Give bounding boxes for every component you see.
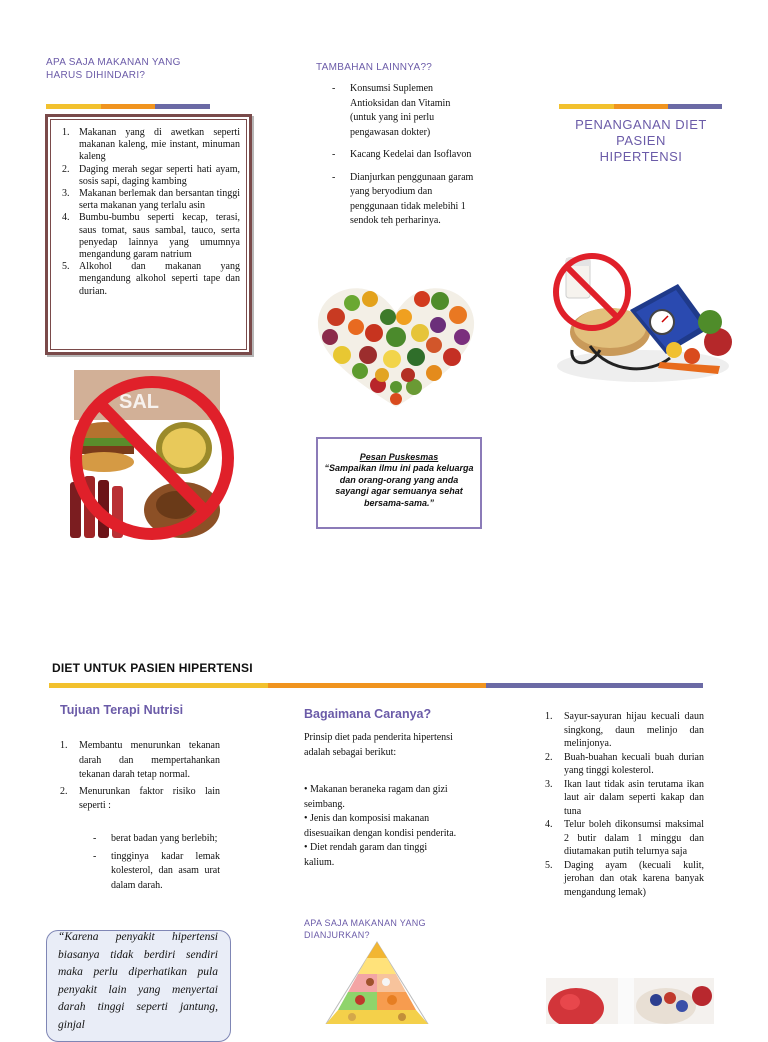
title-line: PASIEN	[616, 133, 666, 148]
avoid-heading: APA SAJA MAKANAN YANG HARUS DIHINDARI?	[46, 57, 181, 81]
list-item: 1. Sayur-sayuran hijau kecuali daun singkong, daun melinjo dan melinjonya.	[545, 711, 704, 749]
list-item: - tingginya kadar lemak kolesterol, dan asam urat dalam darah.	[93, 850, 220, 891]
accent-bar	[268, 683, 486, 688]
recommended-heading: APA SAJA MAKANAN YANG DIANJURKAN?	[304, 918, 426, 940]
title-line: HIPERTENSI	[599, 149, 683, 164]
food-pyramid-image	[322, 940, 432, 1024]
heart-vegetables-image	[312, 283, 480, 411]
list-item: 1. Makanan yang di awetkan seperti makanan kaleng, mie instant, minuman kaleng	[62, 127, 240, 163]
nutrition-goals-list	[60, 739, 220, 814]
forbidden-foods-image	[64, 370, 246, 550]
accent-bar	[49, 683, 268, 688]
accent-bar	[486, 683, 703, 688]
accent-bar	[46, 104, 101, 109]
list-item: 3. Ikan laut tidak asin terutama ikan laut air dalam seperti kakap dan tuna	[545, 778, 704, 817]
salt-label: SAL	[119, 391, 159, 413]
fruit-bowl-image	[546, 978, 714, 1024]
recommended-food-list	[545, 710, 704, 899]
list-item: 5. Alkohol dan makanan yang mengandung alkohol seperti tape dan durian.	[62, 261, 240, 297]
how-heading: Bagaimana Caranya?	[304, 707, 432, 721]
risk-factor-list	[93, 832, 220, 893]
list-item: - Dianjurkan penggunaan garam yang beryodium dan penggunaan tidak melebihi 1 sendok teh perharinya.	[332, 171, 474, 226]
accent-bar	[668, 104, 722, 109]
list-item: 2. Menurunkan faktor risiko lain seperti :	[60, 785, 220, 811]
list-item: - berat badan yang berlebih;	[93, 833, 218, 844]
list-item: - Kacang Kedelai dan Isoflavon	[332, 149, 472, 160]
list-item: • Jenis dan komposisi makanan disesuaikan dengan kondisi penderita.	[304, 813, 457, 839]
list-item: 4. Telur boleh dikonsumsi maksimal 2 butir dalam 1 minggu dan diutamakan putih telurnya saja	[545, 819, 704, 857]
brochure-title	[560, 117, 722, 165]
list-item: 5. Daging ayam (kecuali kulit, jerohan dan otak karena banyak mengandung lemak)	[545, 859, 704, 898]
extras-heading: TAMBAHAN LAINNYA??	[316, 62, 433, 73]
quote-text: “Karena penyakit hipertensi biasanya tidak berdiri sendiri maka perlu diperhatikan pula penyakit lain yang menyertai darah tinggi seperti jantung, ginjal	[58, 931, 218, 1031]
accent-bar	[559, 104, 614, 109]
diet-principles-intro: Prinsip diet pada penderita hipertensi adalah sebagai berikut:	[304, 732, 453, 758]
title-line: PENANGANAN DIET	[575, 117, 707, 132]
list-item: - Konsumsi Suplemen Antioksidan dan Vitamin (untuk yang ini perlu pengawasan dokter)	[332, 83, 451, 138]
blood-pressure-image	[550, 250, 736, 386]
list-item: 4. Bumbu-bumbu seperti kecap, terasi, saus tomat, saus sambal, tauco, serta penyedap lainnya yang umumnya mengandung garam natrium	[62, 212, 240, 261]
avoid-food-box	[45, 114, 252, 355]
message-box	[316, 437, 482, 529]
message-body: “Sampaikan ilmu ini pada keluarga dan orang-orang yang anda sayangi agar semuanya sehat bersama-sama.”	[324, 463, 474, 508]
accent-bar	[101, 104, 155, 109]
list-item: • Makanan beraneka ragam dan gizi seimbang.	[304, 784, 448, 810]
avoid-food-list	[62, 127, 240, 298]
extras-list	[332, 82, 478, 229]
list-item: 1. Membantu menurunkan tekanan darah dan mempertahankan tekanan darah tetap normal.	[60, 740, 220, 780]
nutrition-goals-heading: Tujuan Terapi Nutrisi	[60, 703, 184, 717]
list-item: • Diet rendah garam dan tinggi kalium.	[304, 842, 428, 868]
diet-section-title: DIET UNTUK PASIEN HIPERTENSI	[52, 661, 253, 675]
list-item: 2. Buah-buahan kecuali buah durian yang tinggi kolesterol.	[545, 751, 704, 776]
list-item: 3. Makanan berlemak dan bersantan tinggi serta makanan yang terlalu asin	[62, 188, 240, 212]
accent-bar	[614, 104, 668, 109]
list-item: 2. Daging merah segar seperti hati ayam, sosis sapi, daging kambing	[62, 163, 240, 187]
diet-principles	[304, 783, 459, 870]
message-title: Pesan Puskesmas	[359, 452, 439, 462]
accent-bar	[155, 104, 210, 109]
